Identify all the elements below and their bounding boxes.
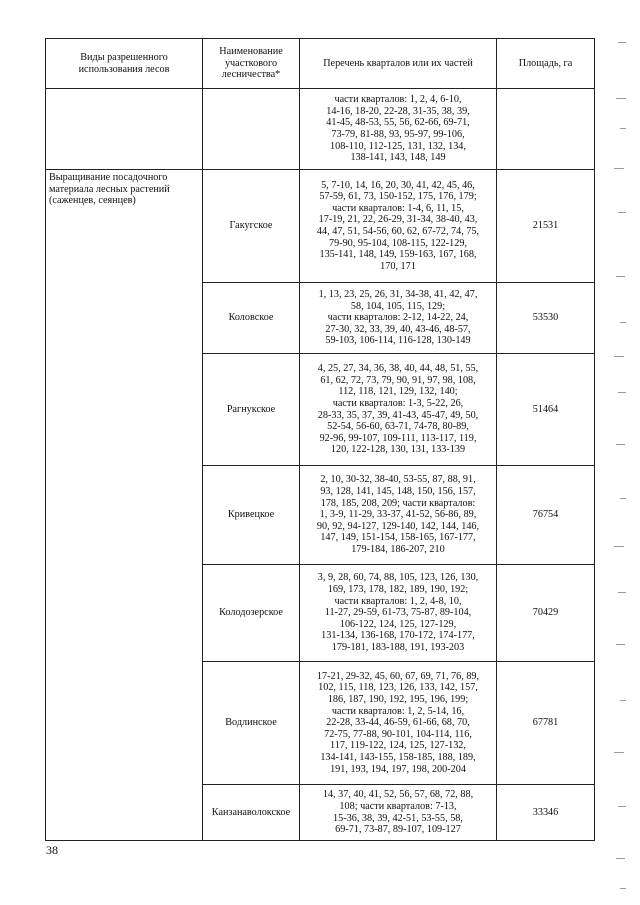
header-quarters: Перечень кварталов или их частей xyxy=(300,39,497,89)
cell-area: 70429 xyxy=(497,565,595,662)
cell-area: 76754 xyxy=(497,466,595,565)
cell-forestry: Рагнукское xyxy=(203,354,300,466)
cell-quarters: 4, 25, 27, 34, 36, 38, 40, 44, 48, 51, 55, 61, 62, 72, 73, 79, 90, 91, 97, 98, 108, 112, 118, 121, 129, 132, 140; части кварталов: 1-3, 5-22, 26, 28-33, 35, 37, 39, 41-43, 45-47, 49, 50, 52-54, 56-60, 63-71, 74-78, 80-89, 92-96, 99-107, 109-111, 113-117, 119, 120, 122-128, 130, 131, 133-139 xyxy=(300,354,497,466)
cell-empty xyxy=(203,89,300,170)
cell-empty xyxy=(46,89,203,170)
cell-area: 67781 xyxy=(497,662,595,785)
header-forestry: Наименование участкового лесничества* xyxy=(203,39,300,89)
cell-forestry: Гакугское xyxy=(203,170,300,283)
cell-area: 33346 xyxy=(497,785,595,841)
cell-forestry: Кривецкое xyxy=(203,466,300,565)
cell-forestry: Водлинское xyxy=(203,662,300,785)
cell-area: 21531 xyxy=(497,170,595,283)
cell-use-type: Выращивание посадочного материала лесных растений (саженцев, сеянцев) xyxy=(46,170,203,841)
cell-quarters: 2, 10, 30-32, 38-40, 53-55, 87, 88, 91, 93, 128, 141, 145, 148, 150, 156, 157, 178, 185, 208, 209; части кварталов: 1, 3-9, 11-29, 33-37, 41-52, 56-86, 89, 90, 92, 94-127, 129-140, 142, 144, 146, 147, 149, 151-154, 158-165, 167-177, 179-184, 186-207, 210 xyxy=(300,466,497,565)
cell-forestry: Коловское xyxy=(203,283,300,354)
table-header-row xyxy=(46,39,595,89)
scan-margin-marks xyxy=(600,0,640,905)
cell-quarters: 3, 9, 28, 60, 74, 88, 105, 123, 126, 130, 169, 173, 178, 182, 189, 190, 192; части кварталов: 1, 2, 4-8, 10, 11-27, 29-59, 61-73, 75-87, 89-104, 106-122, 124, 125, 127-129, 131-134, 136-168, 170-172, 174-177, 179-181, 183-188, 191, 193-203 xyxy=(300,565,497,662)
header-use-type: Виды разрешенного использования лесов xyxy=(46,39,203,89)
cell-quarters: части кварталов: 1, 2, 4, 6-10, 14-16, 18-20, 22-28, 31-35, 38, 39, 41-45, 48-53, 55, 56, 62-66, 69-71, 73-79, 81-88, 93, 95-97, 99-106, 108-110, 112-125, 131, 132, 134, 138-141, 143, 148, 149 xyxy=(300,89,497,170)
cell-forestry: Колодозерское xyxy=(203,565,300,662)
cell-quarters: 14, 37, 40, 41, 52, 56, 57, 68, 72, 88, 108; части кварталов: 7-13, 15-36, 38, 39, 42-51, 53-55, 58, 69-71, 73-87, 89-107, 109-127 xyxy=(300,785,497,841)
header-area: Площадь, га xyxy=(497,39,595,89)
page-number: 38 xyxy=(46,843,58,857)
cell-quarters: 17-21, 29-32, 45, 60, 67, 69, 71, 76, 89, 102, 115, 118, 123, 126, 133, 142, 157, 186, 187, 190, 192, 195, 196, 199; части кварталов: 1, 2, 5-14, 16, 22-28, 33-44, 46-59, 61-66, 68, 70, 72-75, 77-88, 90-101, 104-114, 116, 117, 119-122, 124, 125, 127-132, 134-141, 143-155, 158-185, 188, 189, 191, 193, 194, 197, 198, 200-204 xyxy=(300,662,497,785)
cell-forestry: Канзанаволокское xyxy=(203,785,300,841)
cell-area: 51464 xyxy=(497,354,595,466)
table-row xyxy=(46,89,595,170)
cell-area: 53530 xyxy=(497,283,595,354)
cell-empty xyxy=(497,89,595,170)
cell-quarters: 1, 13, 23, 25, 26, 31, 34-38, 41, 42, 47, 58, 104, 105, 115, 129; части кварталов: 2-12, 14-22, 24, 27-30, 32, 33, 39, 40, 43-46, 48-57, 59-103, 106-114, 116-128, 130-149 xyxy=(300,283,497,354)
cell-quarters: 5, 7-10, 14, 16, 20, 30, 41, 42, 45, 46, 57-59, 61, 73, 150-152, 175, 176, 179; части кварталов: 1-4, 6, 11, 15, 17-19, 21, 22, 26-29, 31-34, 38-40, 43, 44, 47, 51, 54-56, 60, 62, 67-72, 74, 75, 79-90, 95-104, 108-115, 122-129, 135-141, 148, 149, 159-163, 167, 168, 170, 171 xyxy=(300,170,497,283)
table-row xyxy=(46,170,595,283)
forest-use-table xyxy=(45,38,595,841)
